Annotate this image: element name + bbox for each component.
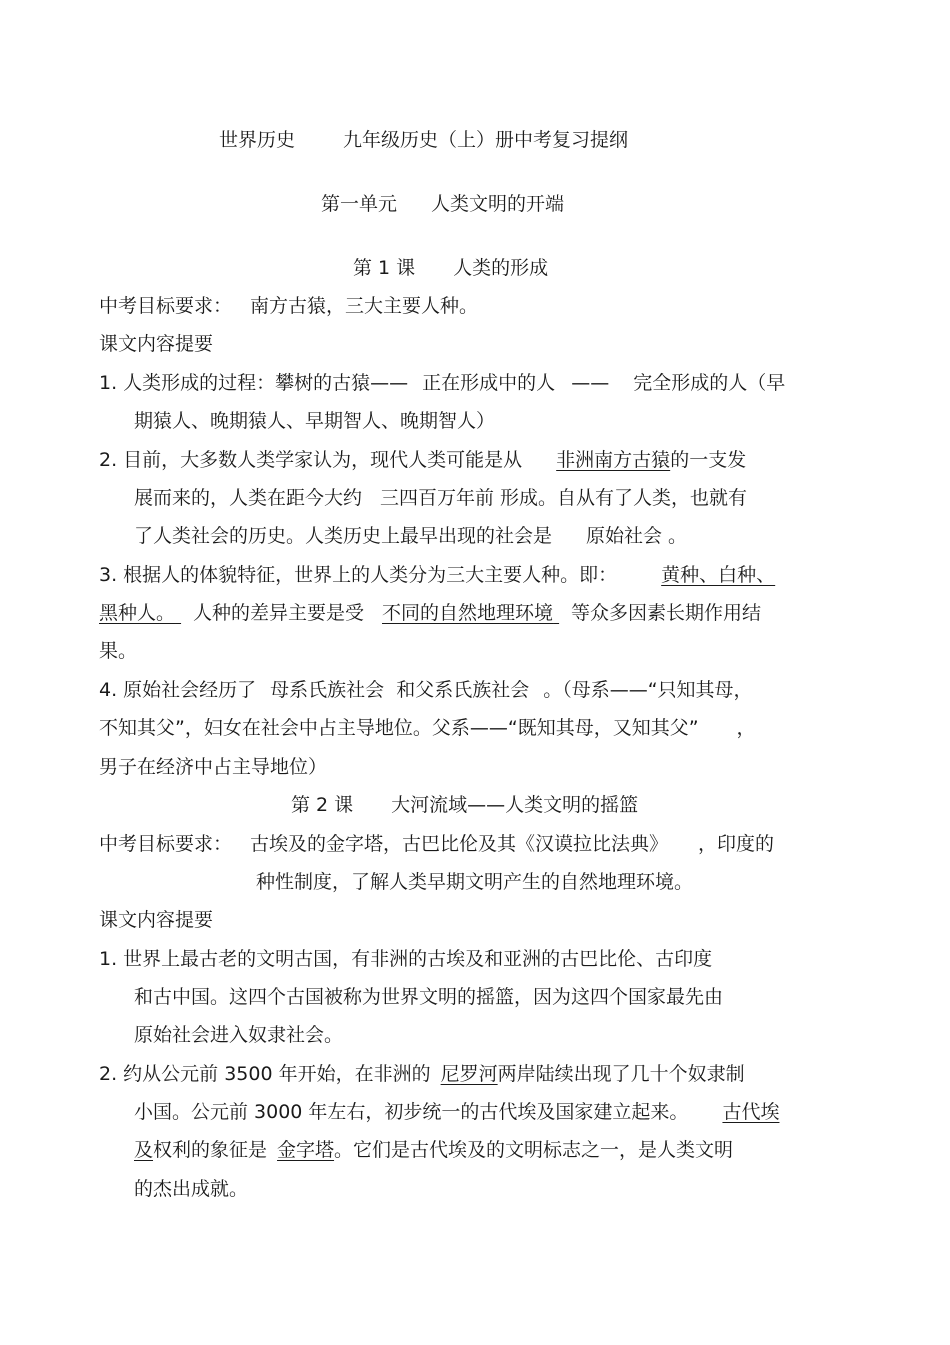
lesson2-paragraph2-line1 — [99, 1061, 745, 1087]
lesson1-title — [353, 255, 548, 281]
unit-number: 第一单元 — [321, 193, 398, 215]
text: 原始社会 — [586, 525, 663, 547]
text: 人种的差异主要是受 — [193, 602, 365, 624]
lesson1-paragraph4-line1 — [99, 677, 753, 703]
text: 了人类社会的历史。人类历史上最早出现的社会是 — [134, 525, 553, 547]
lesson1-goal — [99, 293, 478, 319]
text: 母系氏族社会 — [270, 679, 385, 701]
lesson1-paragraph2-line1 — [99, 447, 746, 473]
text: ， — [736, 717, 756, 739]
lesson1-paragraph2-line2 — [134, 485, 747, 511]
text: 小国。公元前 3000 年左右，初步统一的古代埃及国家建立起来。 — [134, 1101, 689, 1123]
text: 完全形成的人（早 — [633, 372, 786, 394]
text: 不知其父”，妇女在社会中占主导地位。父系——“既知其母，又知其父” — [99, 717, 699, 739]
header-part1: 世界历史 — [219, 129, 296, 151]
answer-blank: 及 — [134, 1139, 154, 1161]
text: —— — [571, 372, 610, 394]
answer-blank: 黄种、白种、 — [661, 564, 776, 586]
lesson2-name: 大河流域——人类文明的摇篮 — [391, 794, 639, 816]
lesson2-paragraph1-line3: 原始社会进入奴隶社会。 — [134, 1024, 344, 1046]
header-part2: 九年级历史（上）册中考复习提纲 — [343, 129, 629, 151]
lesson2-paragraph2-line3 — [134, 1137, 733, 1163]
lesson1-paragraph4-line2 — [99, 715, 756, 741]
lesson2-title — [291, 792, 638, 818]
goal-text: 南方古猿，三大主要人种。 — [250, 295, 479, 317]
lesson2-paragraph1-line2: 和古中国。这四个古国被称为世界文明的摇篮，因为这四个国家最先由 — [134, 986, 724, 1008]
lesson1-name: 人类的形成 — [453, 257, 549, 279]
answer-blank: 黑种人。 — [99, 602, 176, 624]
answer-blank: 古代埃 — [722, 1101, 780, 1123]
lesson1-paragraph1-line1 — [99, 370, 785, 396]
lesson1-paragraph3-line1 — [99, 562, 775, 588]
lesson2-paragraph2-line2 — [134, 1099, 779, 1125]
lesson2-goal-line1 — [99, 831, 774, 857]
goal-label: 中考目标要求： — [99, 295, 233, 317]
lesson1-paragraph3-line3: 果。 — [99, 640, 138, 662]
text: 三四百万年前 — [380, 487, 495, 509]
lesson1-content-label: 课文内容提要 — [99, 333, 214, 355]
text: 。（母系——“只知其母， — [543, 679, 753, 701]
text: 4. 原始社会经历了 — [99, 679, 257, 701]
text: 两岸陆续出现了几十个奴隶制 — [497, 1063, 745, 1085]
text: ，印度的 — [698, 833, 775, 855]
text: 2. 约从公元前 3500 年开始，在非洲的 — [99, 1063, 431, 1085]
text: 展而来的，人类在距今大约 — [134, 487, 363, 509]
lesson1-paragraph4-line3: 男子在经济中占主导地位） — [99, 756, 328, 778]
lesson2-goal-line2: 种性制度，了解人类早期文明产生的自然地理环境。 — [256, 871, 694, 893]
text: 3. 根据人的体貌特征，世界上的人类分为三大主要人种。即： — [99, 564, 618, 586]
answer-blank: 尼罗河 — [440, 1063, 498, 1085]
lesson2-content-label: 课文内容提要 — [99, 909, 214, 931]
answer-blank: 非洲南方古猿 — [556, 449, 671, 471]
text: 。 — [668, 525, 688, 547]
lesson1-paragraph3-line2 — [99, 600, 761, 626]
text: 2. 目前，大多数人类学家认为，现代人类可能是从 — [99, 449, 523, 471]
text: 正在形成中的人 — [422, 372, 556, 394]
blank-space — [175, 600, 193, 626]
lesson2-number: 第 2 课 — [291, 794, 354, 816]
text: 权利的象征是 — [153, 1139, 268, 1161]
text: 的一支发 — [670, 449, 747, 471]
text: 1. 人类形成的过程：攀树的古猿—— — [99, 372, 409, 394]
text: 。它们是古代埃及的文明标志之一，是人类文明 — [334, 1139, 734, 1161]
text: 形成。自从有了人类，也就有 — [500, 487, 748, 509]
unit-title — [321, 191, 564, 217]
text: 等众多因素长期作用结 — [571, 602, 762, 624]
lesson1-number: 第 1 课 — [353, 257, 416, 279]
lesson1-paragraph1-line2: 期猿人、晚期猿人、早期智人、晚期智人） — [134, 410, 496, 432]
text: 和父系氏族社会 — [396, 679, 530, 701]
text: 古埃及的金字塔，古巴比伦及其《汉谟拉比法典》 — [250, 833, 669, 855]
answer-blank: 不同的自然地理环境 — [382, 602, 554, 624]
lesson1-paragraph2-line3 — [134, 523, 687, 549]
goal-label: 中考目标要求： — [99, 833, 233, 855]
document-header — [219, 127, 628, 153]
lesson2-paragraph2-line4: 的杰出成就。 — [134, 1178, 249, 1200]
blank-space — [553, 600, 571, 626]
answer-blank: 金字塔 — [277, 1139, 335, 1161]
unit-name: 人类文明的开端 — [431, 193, 565, 215]
lesson2-paragraph1-line1: 1. 世界上最古老的文明古国，有非洲的古埃及和亚洲的古巴比伦、古印度 — [99, 948, 713, 970]
